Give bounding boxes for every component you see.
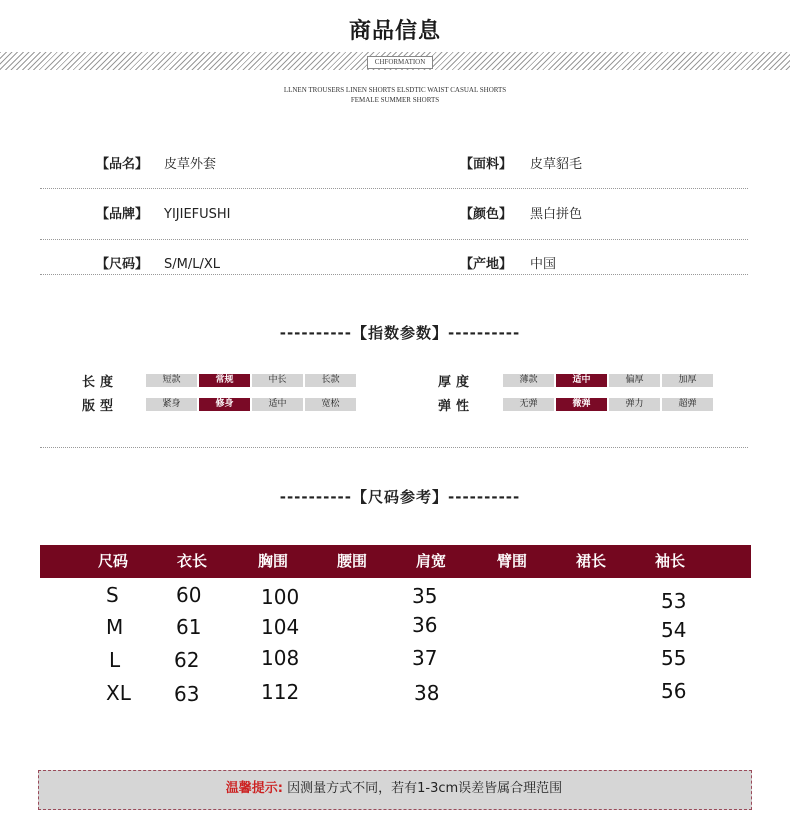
param-option-selected: 微弹: [556, 398, 607, 411]
param-option: 紧身: [146, 398, 197, 411]
table-cell-sleeve: 54: [661, 618, 687, 642]
th-sleeve: 袖长: [655, 552, 686, 570]
table-cell-sleeve: 56: [661, 679, 687, 703]
info-value-size: S/M/L/XL: [164, 257, 220, 272]
table-cell-sleeve: 55: [661, 646, 687, 670]
subtitle: [0, 85, 790, 105]
table-cell-size: L: [109, 648, 121, 672]
table-cell-length: 61: [176, 615, 202, 639]
th-chest: 胸围: [258, 552, 289, 570]
info-value-brand: YIJIEFUSHI: [164, 207, 231, 222]
param-chips-length: [146, 374, 356, 387]
table-cell-length: 63: [174, 682, 200, 706]
size-table-header: [40, 545, 751, 578]
param-label-fit: 版型: [82, 399, 119, 414]
banner-label: CHFORMATION: [367, 56, 433, 69]
param-option: 短款: [146, 374, 197, 387]
table-cell-sleeve: 53: [661, 589, 687, 613]
tip-text-line: [38, 770, 750, 808]
table-cell-shoulder: 38: [414, 681, 440, 705]
divider: [40, 188, 748, 189]
info-label-origin: 【产地】: [460, 257, 513, 272]
param-option-selected: 常规: [199, 374, 250, 387]
table-cell-shoulder: 37: [412, 646, 438, 670]
table-cell-chest: 108: [261, 646, 300, 670]
tip-label: 温馨提示:: [225, 781, 283, 796]
table-cell-shoulder: 35: [412, 584, 438, 608]
params-section-title: ----------【指数参数】----------: [279, 324, 521, 342]
divider: [40, 274, 748, 275]
table-cell-length: 62: [174, 648, 200, 672]
param-option: 弹力: [609, 398, 660, 411]
info-label-size: 【尺码】: [96, 257, 149, 272]
param-label-thickness: 厚度: [438, 375, 475, 390]
table-cell-length: 60: [176, 583, 202, 607]
param-chips-thickness: [503, 374, 713, 387]
table-cell-shoulder: 36: [412, 613, 438, 637]
info-value-fabric: 皮草貂毛: [530, 157, 583, 172]
param-label-length: 长度: [82, 375, 119, 390]
info-label-fabric: 【面料】: [460, 157, 513, 172]
subtitle-line-1: LLNEN TROUSERS LINEN SHORTS ELSDTIC WAIST CASUAL SHORTS: [283, 86, 507, 94]
info-value-origin: 中国: [530, 257, 557, 272]
table-cell-chest: 100: [261, 585, 300, 609]
th-shoulder: 肩宽: [416, 552, 447, 570]
info-value-color: 黑白拼色: [530, 207, 583, 222]
param-chips-elasticity: [503, 398, 713, 411]
param-chips-fit: [146, 398, 356, 411]
info-label-name: 【品名】: [96, 157, 149, 172]
table-cell-size: S: [106, 583, 119, 607]
table-cell-size: M: [106, 615, 124, 639]
th-arm: 臂围: [497, 552, 528, 570]
param-option: 适中: [252, 398, 303, 411]
param-label-elasticity: 弹性: [438, 399, 475, 414]
param-option: 无弹: [503, 398, 554, 411]
size-section-title: ----------【尺码参考】----------: [279, 488, 521, 506]
th-size: 尺码: [98, 552, 129, 570]
divider: [40, 239, 748, 240]
param-option: 加厚: [662, 374, 713, 387]
subtitle-line-2: FEMALE SUMMER SHORTS: [350, 96, 440, 104]
param-option: 中长: [252, 374, 303, 387]
divider: [40, 447, 748, 448]
info-row-1: [96, 155, 756, 175]
param-option: 偏厚: [609, 374, 660, 387]
info-label-brand: 【品牌】: [96, 207, 149, 222]
param-option: 长款: [305, 374, 356, 387]
param-option: 宽松: [305, 398, 356, 411]
th-skirt: 裙长: [576, 552, 607, 570]
table-cell-chest: 112: [261, 680, 300, 704]
param-option: 超弹: [662, 398, 713, 411]
th-length: 衣长: [177, 552, 208, 570]
info-label-color: 【颜色】: [460, 207, 513, 222]
th-waist: 腰围: [337, 552, 368, 570]
param-option: 薄款: [503, 374, 554, 387]
param-option-selected: 适中: [556, 374, 607, 387]
tip-text: 因测量方式不同，若有1-3cm误差皆属合理范围: [287, 781, 563, 796]
param-option-selected: 修身: [199, 398, 250, 411]
info-value-name: 皮草外套: [164, 157, 217, 172]
info-row-3: [96, 255, 756, 275]
info-row-2: [96, 205, 756, 225]
page-title: 商品信息: [348, 18, 441, 44]
table-cell-chest: 104: [261, 615, 300, 639]
table-cell-size: XL: [106, 681, 131, 705]
